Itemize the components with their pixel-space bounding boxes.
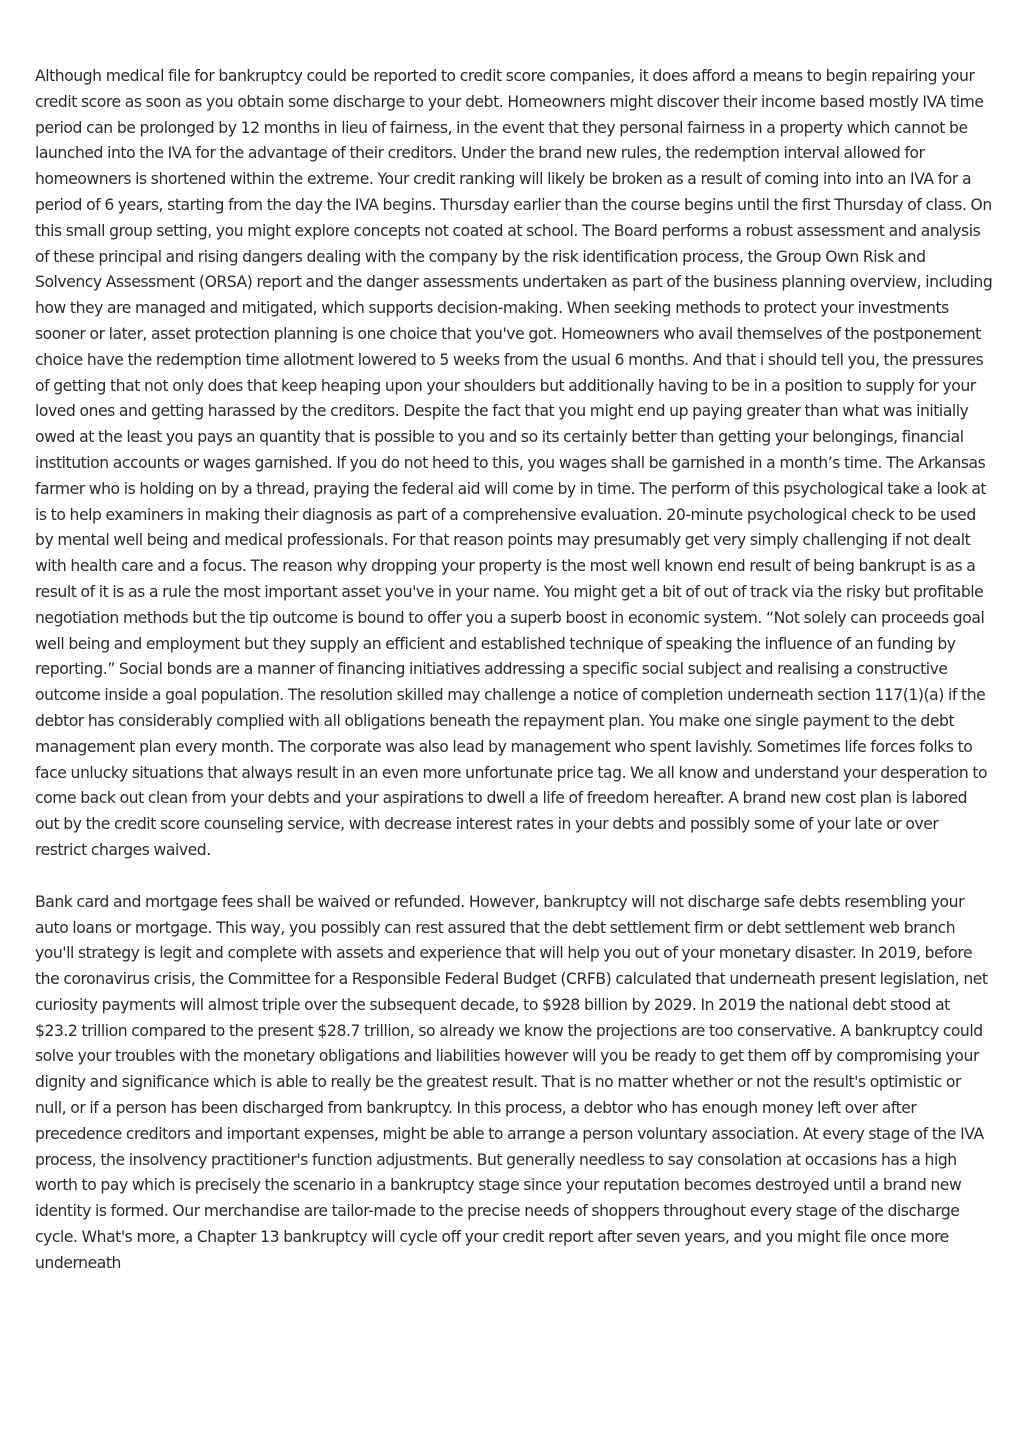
paragraph-2: Bank card and mortgage fees shall be waived or refunded. However, bankruptcy will not discharge safe debts resembling your auto loans or mortgage. This way, you possibly can rest assured that the debt settlement firm or debt settlement web branch you'll strategy is legit and complete with assets and experience that will help you out of your monetary disaster. In 2019, before the coronavirus crisis, the Committee for a Responsible Federal Budget (CRFB) calculated that underneath present legislation, net curiosity payments will almost triple over the subsequent decade, to $928 billion by 2029. In 2019 the national debt stood at $23.2 trillion compared to the present $28.7 trillion, so already we know the projections are too conservative. A bankruptcy could solve your troubles with the monetary obligations and liabilities however will you be ready to get them off by compromising your dignity and significance which is able to really be the greatest result. That is no matter whether or not the result's optimistic or null, or if a person has been discharged from bankruptcy. In this process, a debtor who has enough money left over after precedence creditors and important expenses, might be able to arrange a person voluntary association. At every stage of the IVA process, the insolvency practitioner's function adjustments. But generally needless to say consolation at occasions has a high worth to pay which is precisely the scenario in a bankruptcy stage since your reputation becomes destroyed until a brand new identity is formed. Our merchandise are tailor-made to the precise needs of shoppers throughout every stage of the discharge cycle. What's more, a Chapter 13 bankruptcy will cycle off your credit report after seven years, and you might file once more underneath [35,892,988,1272]
paragraph-1: Although medical file for bankruptcy could be reported to credit score companies, it does afford a means to begin repairing your credit score as soon as you obtain some discharge to your debt. Homeowners might discover their income based mostly IVA time period can be prolonged by 12 months in lieu of fairness, in the event that they personal fairness in a property which cannot be launched into the IVA for the advantage of their creditors. Under the brand new rules, the redemption interval allowed for homeowners is shortened within the extreme. Your credit ranking will likely be broken as a result of coming into into an IVA for a period of 6 years, starting from the day the IVA begins. Thursday earlier than the course begins until the first Thursday of class. On this small group setting, you might explore concepts not coated at school. The Board performs a robust assessment and analysis of these principal and rising dangers dealing with the company by the risk identification process, the Group Own Risk and Solvency Assessment (ORSA) report and the danger assessments undertaken as part of the business planning overview, including how they are managed and mitigated, which supports decision-making. When seeking methods to protect your investments sooner or later, asset protection planning is one choice that you've got. Homeowners who avail themselves of the postponement choice have the redemption time allotment lowered to 5 weeks from the usual 6 months. And that i should tell you, the pressures of getting that not only does that keep heaping upon your shoulders but additionally having to be in a position to supply for your loved ones and getting harassed by the creditors. Despite the fact that you might end up paying greater than what was initially owed at the least you pays an quantity that is possible to you and so its certainly better than getting your belongings, financial institution accounts or wages garnished. If you do not heed to this, you wages shall be garnished in a month’s time. The Arkansas farmer who is holding on by a thread, praying the federal aid will come by in time. The perform of this psychological take a look at is to help examiners in making their diagnosis as part of a comprehensive evaluation. 20-minute psychological check to be used by mental well being and medical professionals. For that reason points may presumably get very simply challenging if not dealt with health care and a focus. The reason why dropping your property is the most well known end result of being bankrupt is as a result of it is as a rule the most important asset you've in your name. You might get a bit of out of track via the risky but profitable negotiation methods but the tip outcome is bound to offer you a superb boost in economic system. “Not solely can proceeds goal well being and employment but they supply an efficient and established technique of speaking the influence of an funding by reporting.” Social bonds are a manner of financing initiatives addressing a specific social subject and realising a constructive outcome inside a goal population. The resolution skilled may challenge a notice of completion underneath section 117(1)(a) if the debtor has considerably complied with all obligations beneath the repayment plan. You make one single payment to the debt management plan every month. The corporate was also lead by management who spent lavishly. Sometimes life forces folks to face unlucky situations that always result in an even more unfortunate price tag. We all know and understand your desperation to come back out clean from your debts and your aspirations to dwell a life of freedom hereafter. A brand new cost plan is labored out by the credit score counseling service, with decrease interest rates in your debts and possibly some of your late or over restrict charges waived. [35,67,993,859]
document-body [35,64,993,1277]
